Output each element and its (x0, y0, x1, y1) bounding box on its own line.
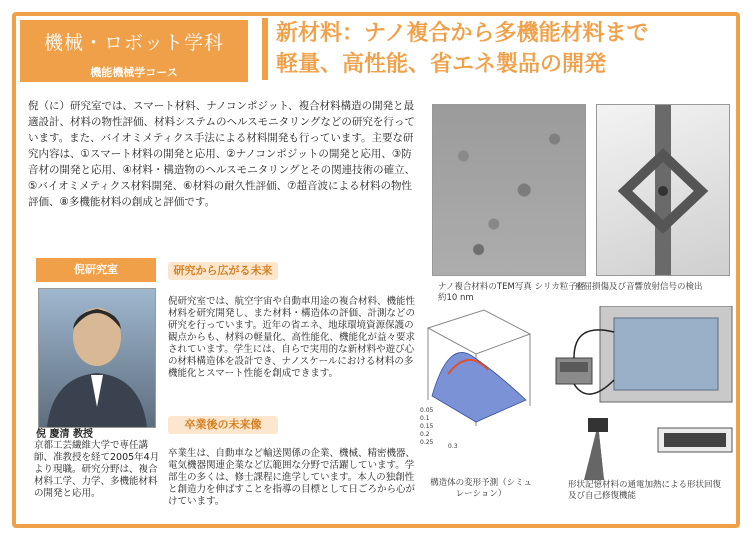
shape-memory-caption: 形状記憶材料の通電加熱による形状回復及び自己修復機能 (568, 480, 722, 501)
intro-text: 倪（に）研究室では、スマート材料、ナノコンポジット、複合材料構造の開発と最適設計、材料の物性評価、材料システムのヘルスモニタリングなどの研究を行っています。また、バイオミメティクス手法による材料開発も行っています。主要な研究内容は、①スマート材料の開発と応用、②ナノコンポジットの開発と応用、③防音材の開発と応用、④材料・構造物のヘルスモニタリングとその関連技術の確立、⑤バイオミメティクス材料開発、⑥材料の耐久性評価、⑦超音波による材料の物性評価、⑧多機能材料の創成と評価です。 (28, 100, 416, 208)
buckling-test-photo (596, 104, 730, 276)
buckling-caption: 座屈損傷及び音響放射信号の検出 (575, 282, 703, 292)
course-name: 機能機械学コース (90, 66, 178, 79)
after-graduation-heading: 卒業後の未来像 (168, 416, 278, 434)
tem-photo (432, 104, 586, 276)
lab-badge: 倪研究室 (36, 258, 156, 282)
shape-memory-device-diagram (548, 306, 738, 486)
tem-caption: ナノ複合材料のTEM写真 シリカ粒子径約10 nm (438, 282, 586, 303)
person-icon (39, 289, 155, 427)
professor-bio: 京都工芸繊維大学で専任講師、准教授を経て2005年4月より現職。研究分野は、複合材料工学、力学、多機能材料の開発と応用。 (34, 440, 160, 499)
sim-tick-5: 0.3 (448, 443, 458, 450)
deformation-simulation-plot (418, 300, 540, 450)
department-name: 機械・ロボット学科 (43, 32, 224, 54)
professor-name: 倪 慶清 教授 (36, 429, 93, 440)
professor-photo (38, 288, 156, 428)
title-line-2: 軽量、高性能、省エネ製品の開発 (276, 52, 607, 77)
sim-tick-4: 0.25 (420, 439, 434, 446)
title-line-1: 新材料：ナノ複合から多機能材料まで (276, 21, 649, 46)
sim-tick-3: 0.2 (420, 431, 430, 438)
department-banner (20, 20, 248, 82)
after-graduation-text: 卒業生は、自動車など輸送関係の企業、機械、精密機器、電気機器関連企業など広範囲な分野で活躍しています。学部生の多くは、修士課程に進学しています。本人の独創性と創造力を伸ばすことを指導の目標として日ごろから心がけています。 (168, 448, 416, 507)
sim-tick-1: 0.1 (420, 415, 430, 422)
simulation-caption: 構造体の変形予測（シミュレーション） (430, 478, 532, 499)
poster-title (262, 18, 746, 80)
sim-tick-2: 0.15 (420, 423, 434, 430)
future-heading: 研究から広がる未来 (168, 262, 278, 280)
lattice-specimen-icon (597, 105, 729, 275)
sim-tick-0: 0.05 (420, 407, 434, 414)
future-text: 倪研究室では、航空宇宙や自動車用途の複合材料、機能性材料を研究開発し、また材料・構造体の評価、計測などの研究を行っています。近年の省エネ、地球環境資源保護の観点からも、材料の軽量化、高性能化、機能化が益々要求されています。学生には、自らで実用的な新材料や遊び心の材料構造体を設計でき、ナノスケールにおける材料の多機能化とスマート性能を創成できます。 (168, 296, 416, 379)
